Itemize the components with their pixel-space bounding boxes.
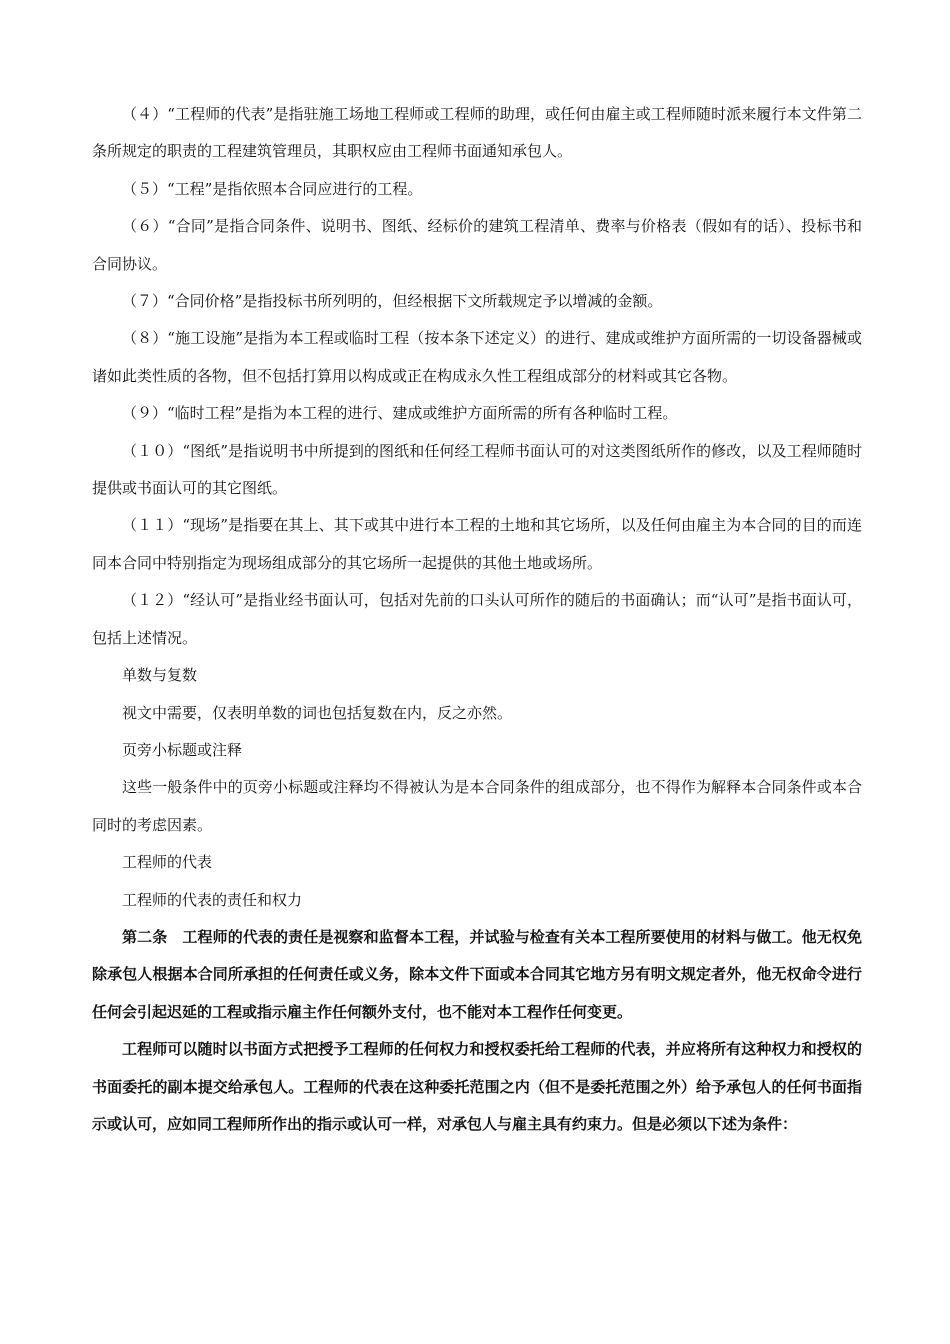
definition-11: （１１）“现场”是指要在其上、其下或其中进行本工程的土地和其它场所，以及任何由雇主为本合同的目的而连同本合同中特别指定为现场组成部分的其它场所一起提供的其他土地或场所。 [92,516,862,572]
singular-plural-text: 视文中需要，仅表明单数的词也包括复数在内，反之亦然。 [122,703,513,722]
heading-engineer-rep-duties: 工程师的代表的责任和权力 [122,890,303,909]
definition-12: （１２）“经认可”是指业经书面认可，包括对先前的口头认可所作的随后的书面确认；而“认可”是指书面认可，包括上述情况。 [92,591,862,647]
definition-4: （４）“工程师的代表”是指驻施工场地工程师或工程师的助理，或任何由雇主或工程师随时派来履行本文件第二条所规定的职责的工程建筑管理员，其职权应由工程师书面通知承包人。 [92,105,862,161]
definition-7: （７）“合同价格”是指投标书所列明的，但经根据下文所载规定予以增减的金额。 [122,292,663,311]
article-2: 第二条 工程师的代表的责任是视察和监督本工程，并试验与检查有关本工程所要使用的材料与做工。他无权免除承包人根据本合同所承担的任何责任或义务，除本文件下面或本合同其它地方另有明文规定者外，他无权命令进行任何会引起迟延的工程或指示雇主作任何额外支付，也不能对本工程作任何变更。 [92,927,862,1021]
document-page [92,96,862,1143]
definition-10: （１０）“图纸”是指说明书中所提到的图纸和任何经工程师书面认可的对这类图纸所作的修改，以及工程师随时提供或书面认可的其它图纸。 [92,441,862,498]
definition-8: （８）“施工设施”是指为本工程或临时工程（按本条下述定义）的进行、建成或维护方面所需的一切设备器械或诸如此类性质的各物，但不包括打算用以构成或正在构成永久性工程组成部分的材料或其它各物。 [92,329,862,385]
definition-5: （５）“工程”是指依照本合同应进行的工程。 [122,179,423,198]
heading-singular-plural: 单数与复数 [122,666,198,685]
definition-9: （９）“临时工程”是指为本工程的进行、建成或维护方面所需的所有各种临时工程。 [122,404,678,423]
marginal-notes-text: 这些一般条件中的页旁小标题或注释均不得被认为是本合同条件的组成部分，也不得作为解释本合同条件或本合同时的考虑因素。 [92,778,862,834]
heading-engineer-rep: 工程师的代表 [122,853,213,872]
article-2-delegation: 工程师可以随时以书面方式把授予工程师的任何权力和授权委托给工程师的代表，并应将所有这种权力和授权的书面委托的副本提交给承包人。工程师的代表在这种委托范围之内（但不是委托范围之外）给予承包人的任何书面指示或认可，应如同工程师所作出的指示或认可一样，对承包人与雇主具有约束力。但是必须以下述为条件： [92,1040,862,1133]
definition-6: （６）“合同”是指合同条件、说明书、图纸、经标价的建筑工程清单、费率与价格表（假如有的话）、投标书和合同协议。 [92,217,862,273]
heading-marginal-notes: 页旁小标题或注释 [122,740,243,759]
